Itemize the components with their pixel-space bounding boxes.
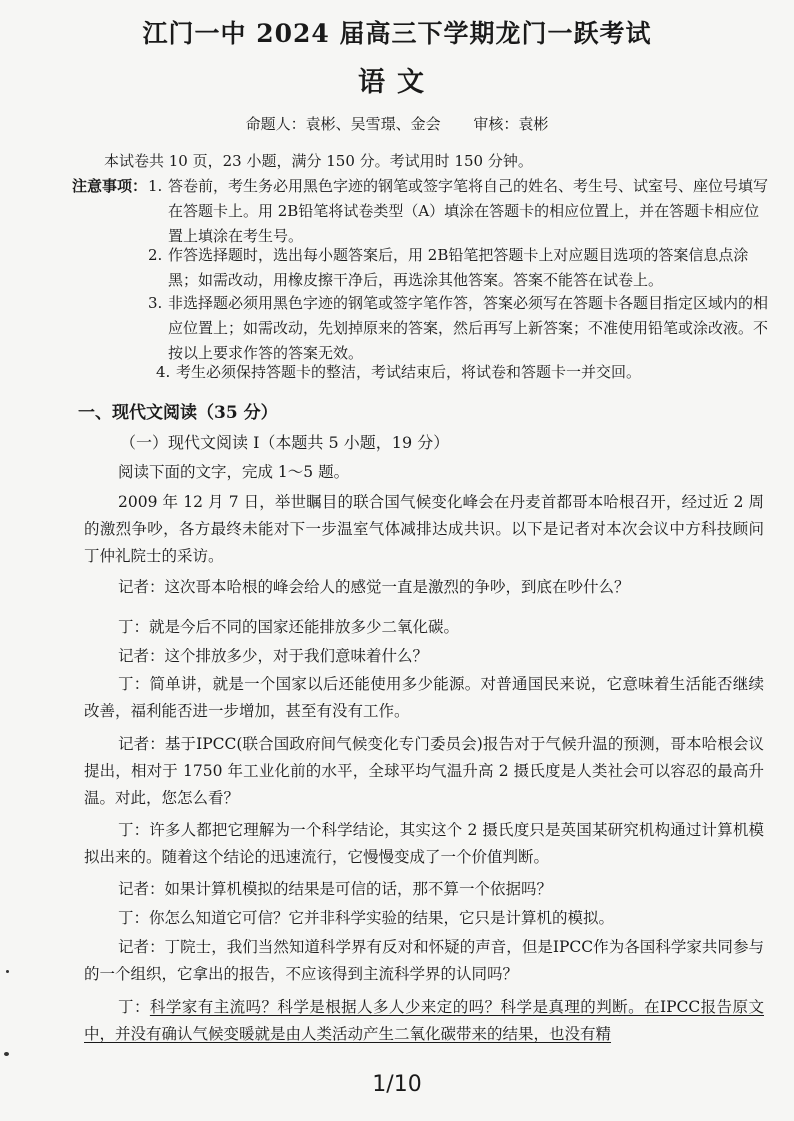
passage-paragraph: 记者：丁院士，我们当然知道科学界有反对和怀疑的声音，但是IPCC作为各国科学家共同参与的一个组织，它拿出的报告，不应该得到主流科学界的认同吗？ xyxy=(84,938,764,983)
scan-speck xyxy=(4,1052,9,1056)
notice-number: 3. xyxy=(148,294,163,312)
notice-item xyxy=(148,174,768,249)
notice-text: 非选择题必须用黑色字迹的钢笔或签字笔作答，答案必须写在答题卡各题目指定区域内的相应位置上；如需改动，先划掉原来的答案，然后再写上新答案；不准使用铅笔或涂改液。不按以上要求作答的答案无效。 xyxy=(168,294,769,362)
notice-text: 答卷前，考生务必用黑色字迹的钢笔或签字笔将自己的姓名、考生号、试室号、座位号填写在答题卡上。用 2B铅笔将试卷类型（A）填涂在答题卡的相应位置上，并在答题卡相应位置上填涂在考生号。 xyxy=(168,177,769,245)
passage-paragraph: 丁：你怎么知道它可信？它并非科学实验的结果，它只是计算机的模拟。 xyxy=(118,909,615,927)
subject-title: 语文 xyxy=(358,67,436,98)
setters: 命题人：袁彬、吴雪璟、金会 xyxy=(245,115,441,133)
scan-speck xyxy=(6,970,9,973)
passage-paragraph xyxy=(84,994,764,1048)
notice-number: 2. xyxy=(148,246,163,264)
passage-paragraph: 记者：基于IPCC(联合国政府间气候变化专门委员会)报告对于气候升温的预测，哥本哈根会议提出，相对于 1750 年工业化前的水平，全球平均气温升高 2 摄氏度是人类社会可以容忍的最高升温。对此，您怎么看？ xyxy=(84,735,764,807)
passage-paragraph: 丁：就是今后不同的国家还能排放多少二氧化碳。 xyxy=(118,618,460,636)
passage-paragraph: 记者：这个排放多少，对于我们意味着什么？ xyxy=(118,647,429,665)
passage-paragraph: 丁：许多人都把它理解为一个科学结论，其实这个 2 摄氏度只是英国某研究机构通过计算机模拟出来的。随着这个结论的迅速流行，它慢慢变成了一个价值判断。 xyxy=(84,821,764,866)
page-number: 1/10 xyxy=(372,1072,422,1097)
passage-paragraph: 丁：简单讲，就是一个国家以后还能使用多少能源。对普通国民来说，它意味着生活能否继续改善，福利能否进一步增加，甚至有没有工作。 xyxy=(84,675,764,720)
notice-number: 4. xyxy=(156,363,171,381)
notice-label: 注意事项： xyxy=(72,177,148,195)
reading-instruction: 阅读下面的文字，完成 1～5 题。 xyxy=(118,463,350,481)
notice-text: 作答选择题时，选出每小题答案后，用 2B铅笔把答题卡上对应题目选项的答案信息点涂黑；如需改动，用橡皮擦干净后，再选涂其他答案。答案不能答在试卷上。 xyxy=(168,246,749,289)
passage-paragraph: 记者：如果计算机模拟的结果是可信的话，那不算一个依据吗？ xyxy=(118,880,553,898)
passage-paragraph: 记者：这次哥本哈根的峰会给人的感觉一直是激烈的争吵，到底在吵什么？ xyxy=(118,578,630,596)
subsection-heading: （一）现代文阅读 I（本题共 5 小题，19 分） xyxy=(120,433,450,452)
underlined-text: 科学家有主流吗？科学是根据人多人少来定的吗？科学是真理的判断。在IPCC报告原文中，并没有确认气候变暖就是由人类活动产生二氧化碳带来的结果，也没有精 xyxy=(84,998,764,1043)
section-heading: 一、现代文阅读（35 分） xyxy=(78,403,278,423)
notice-item xyxy=(148,243,768,293)
speaker-prefix: 丁： xyxy=(118,998,150,1016)
exam-intro: 本试卷共 10 页，23 小题，满分 150 分。考试用时 150 分钟。 xyxy=(104,152,533,170)
notice-text: 考生必须保持答题卡的整洁，考试结束后，将试卷和答题卡一并交回。 xyxy=(176,363,642,381)
authors-line xyxy=(0,113,794,134)
exam-title: 江门一中 2024 届高三下学期龙门一跃考试 xyxy=(142,19,652,48)
passage-paragraph: 2009 年 12 月 7 日，举世瞩目的联合国气候变化峰会在丹麦首都哥本哈根召开，经过近 2 周的激烈争吵，各方最终未能对下一步温室气体减排达成共识。以下是记者对本次会议中方科技顾问丁仲礼院士的采访。 xyxy=(84,493,764,565)
notice-number: 1. xyxy=(148,177,163,195)
notice-item xyxy=(156,360,776,385)
reviewer: 审核：袁彬 xyxy=(473,115,549,133)
notice-item xyxy=(148,291,768,366)
